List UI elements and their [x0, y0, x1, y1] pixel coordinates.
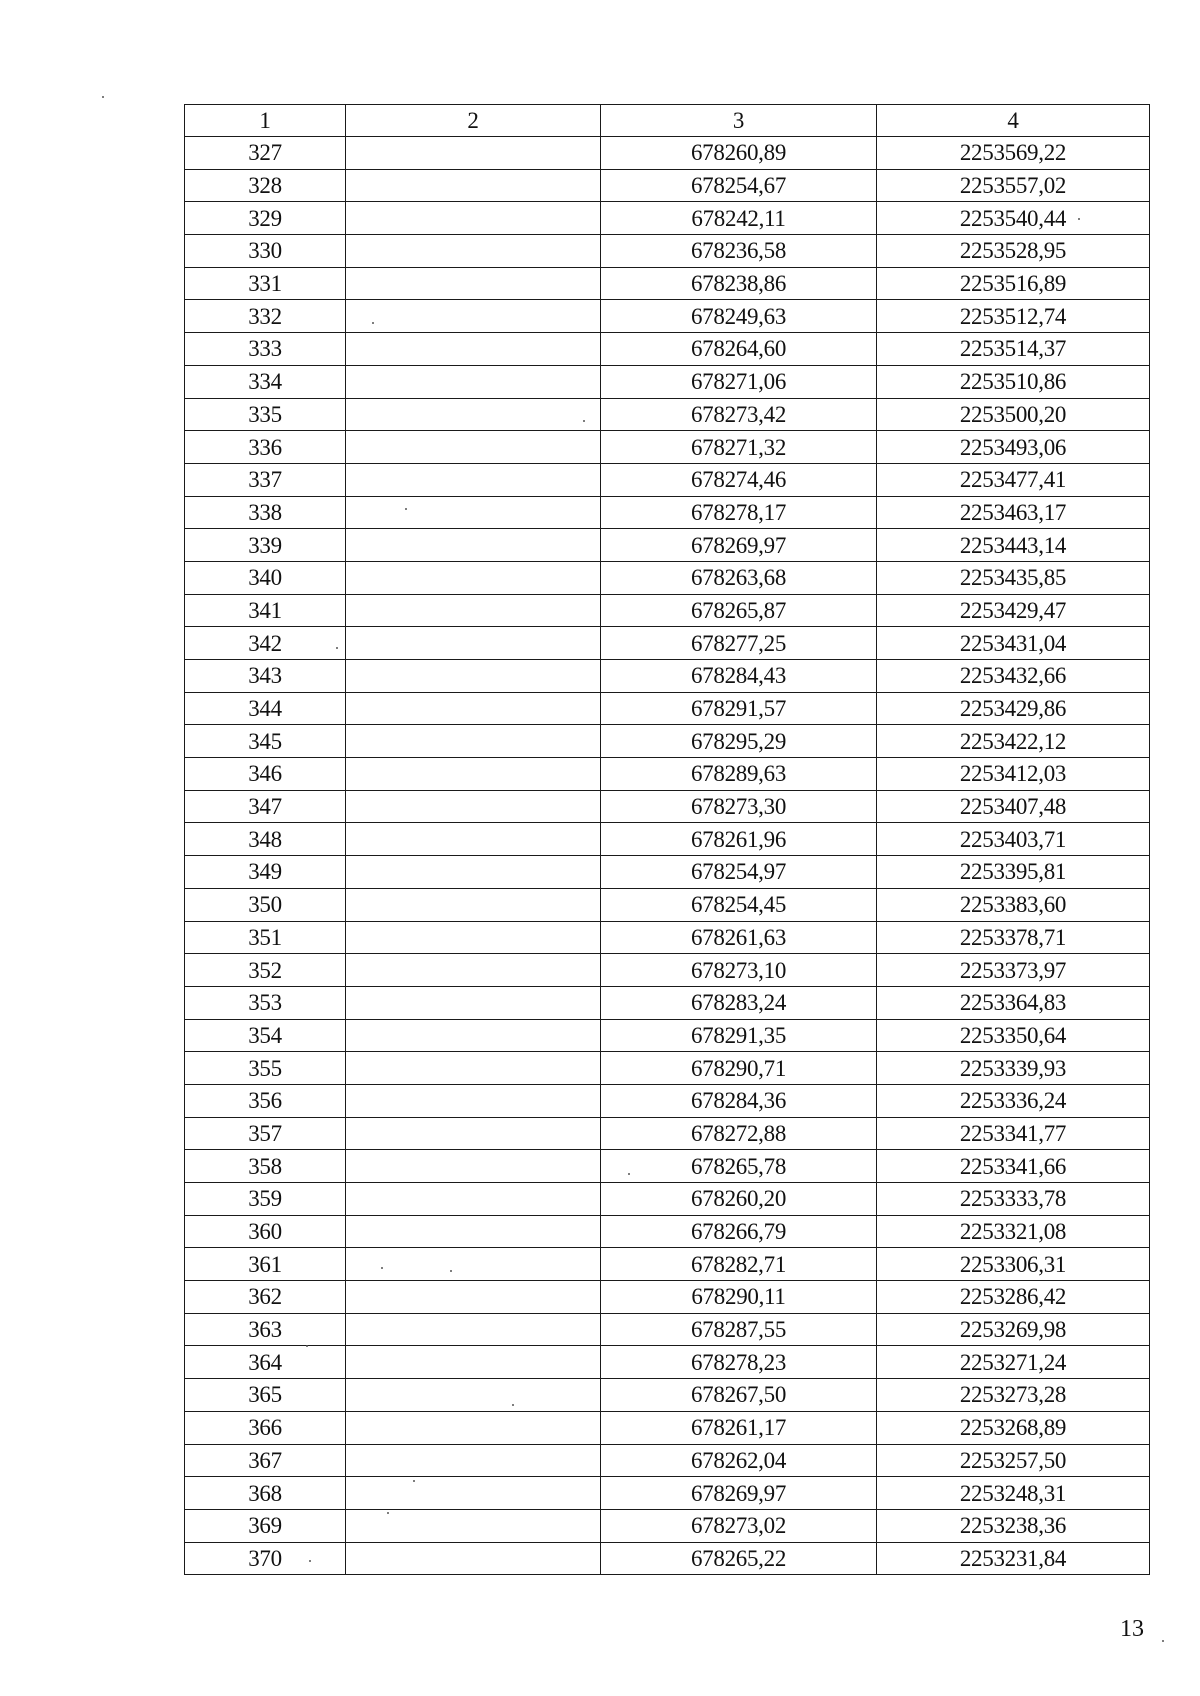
table-cell-col4: 2253569,22	[877, 137, 1150, 170]
table-row	[185, 1509, 1150, 1542]
table-cell-col4: 2253493,06	[877, 431, 1150, 464]
table-cell-col4: 2253435,85	[877, 561, 1150, 594]
table-cell-col1: 344	[185, 692, 346, 725]
table-cell-col1: 343	[185, 660, 346, 693]
table-row	[185, 1313, 1150, 1346]
table-cell-col2	[346, 1444, 601, 1477]
table-cell-col3: 678291,57	[601, 692, 877, 725]
table-cell-col4: 2253514,37	[877, 333, 1150, 366]
table-cell-col2	[346, 986, 601, 1019]
table-cell-col4: 2253373,97	[877, 954, 1150, 987]
table-cell-col4: 2253528,95	[877, 235, 1150, 268]
table-cell-col3: 678291,35	[601, 1019, 877, 1052]
table-row	[185, 463, 1150, 496]
coordinates-table	[184, 104, 1150, 1575]
table-cell-col3: 678269,97	[601, 1477, 877, 1510]
table-cell-col2	[346, 660, 601, 693]
table-cell-col1: 331	[185, 267, 346, 300]
table-cell-col4: 2253463,17	[877, 496, 1150, 529]
table-cell-col1: 328	[185, 169, 346, 202]
table-row	[185, 1542, 1150, 1575]
table-row	[185, 627, 1150, 660]
table-cell-col1: 327	[185, 137, 346, 170]
table-cell-col2	[346, 1019, 601, 1052]
table-cell-col3: 678284,43	[601, 660, 877, 693]
table-cell-col3: 678290,11	[601, 1281, 877, 1314]
table-cell-col4: 2253429,86	[877, 692, 1150, 725]
table-row	[185, 137, 1150, 170]
table-cell-col4: 2253422,12	[877, 725, 1150, 758]
table-cell-col4: 2253364,83	[877, 986, 1150, 1019]
table-row	[185, 790, 1150, 823]
table-cell-col3: 678266,79	[601, 1215, 877, 1248]
table-row	[185, 888, 1150, 921]
table-row	[185, 169, 1150, 202]
table-cell-col1: 361	[185, 1248, 346, 1281]
table-cell-col3: 678254,97	[601, 856, 877, 889]
table-row	[185, 1019, 1150, 1052]
table-row	[185, 202, 1150, 235]
column-header-3: 3	[601, 105, 877, 137]
table-cell-col2	[346, 1150, 601, 1183]
table-header-row	[185, 105, 1150, 137]
table-cell-col1: 360	[185, 1215, 346, 1248]
table-row	[185, 1346, 1150, 1379]
table-cell-col2	[346, 398, 601, 431]
table-cell-col1: 366	[185, 1411, 346, 1444]
table-cell-col2	[346, 431, 601, 464]
table-cell-col4: 2253341,66	[877, 1150, 1150, 1183]
table-cell-col1: 334	[185, 365, 346, 398]
scan-speck	[102, 96, 104, 98]
table-cell-col3: 678283,24	[601, 986, 877, 1019]
table-cell-col2	[346, 758, 601, 791]
table-cell-col2	[346, 692, 601, 725]
column-header-1: 1	[185, 105, 346, 137]
table-cell-col2	[346, 1281, 601, 1314]
table-cell-col3: 678290,71	[601, 1052, 877, 1085]
table-cell-col2	[346, 1183, 601, 1216]
table-cell-col3: 678272,88	[601, 1117, 877, 1150]
table-cell-col4: 2253516,89	[877, 267, 1150, 300]
table-cell-col4: 2253238,36	[877, 1509, 1150, 1542]
table-row	[185, 692, 1150, 725]
table-cell-col4: 2253350,64	[877, 1019, 1150, 1052]
scan-speck	[628, 1173, 630, 1175]
table-row	[185, 561, 1150, 594]
table-row	[185, 398, 1150, 431]
table-cell-col3: 678269,97	[601, 529, 877, 562]
table-cell-col3: 678236,58	[601, 235, 877, 268]
table-cell-col4: 2253431,04	[877, 627, 1150, 660]
table-cell-col1: 336	[185, 431, 346, 464]
table-row	[185, 529, 1150, 562]
table-cell-col4: 2253383,60	[877, 888, 1150, 921]
table-cell-col1: 368	[185, 1477, 346, 1510]
scan-speck	[405, 508, 407, 510]
table-cell-col3: 678273,02	[601, 1509, 877, 1542]
scan-speck	[413, 1480, 415, 1482]
table-cell-col2	[346, 1509, 601, 1542]
table-row	[185, 1411, 1150, 1444]
table-cell-col3: 678249,63	[601, 300, 877, 333]
table-cell-col4: 2253432,66	[877, 660, 1150, 693]
table-row	[185, 267, 1150, 300]
table-body	[185, 137, 1150, 1575]
table-cell-col1: 358	[185, 1150, 346, 1183]
table-cell-col2	[346, 137, 601, 170]
table-cell-col4: 2253321,08	[877, 1215, 1150, 1248]
table-cell-col4: 2253500,20	[877, 398, 1150, 431]
table-cell-col3: 678273,42	[601, 398, 877, 431]
table-cell-col4: 2253306,31	[877, 1248, 1150, 1281]
scan-speck	[306, 1345, 308, 1347]
table-cell-col1: 346	[185, 758, 346, 791]
table-cell-col4: 2253510,86	[877, 365, 1150, 398]
table-cell-col1: 345	[185, 725, 346, 758]
table-cell-col3: 678261,17	[601, 1411, 877, 1444]
table-cell-col1: 329	[185, 202, 346, 235]
table-cell-col3: 678254,67	[601, 169, 877, 202]
scan-speck	[309, 1560, 311, 1562]
table-cell-col4: 2253477,41	[877, 463, 1150, 496]
table-cell-col4: 2253540,44	[877, 202, 1150, 235]
table-cell-col2	[346, 1117, 601, 1150]
table-cell-col3: 678260,20	[601, 1183, 877, 1216]
table-cell-col4: 2253333,78	[877, 1183, 1150, 1216]
table-row	[185, 954, 1150, 987]
table-row	[185, 1248, 1150, 1281]
table-cell-col2	[346, 627, 601, 660]
table-cell-col2	[346, 235, 601, 268]
table-cell-col2	[346, 1346, 601, 1379]
table-cell-col1: 353	[185, 986, 346, 1019]
table-cell-col3: 678287,55	[601, 1313, 877, 1346]
table-cell-col2	[346, 529, 601, 562]
table-row	[185, 333, 1150, 366]
table-row	[185, 496, 1150, 529]
column-header-4: 4	[877, 105, 1150, 137]
table-cell-col1: 367	[185, 1444, 346, 1477]
table-row	[185, 823, 1150, 856]
table-cell-col1: 357	[185, 1117, 346, 1150]
table-cell-col2	[346, 496, 601, 529]
scan-speck	[512, 1404, 514, 1406]
table-row	[185, 1150, 1150, 1183]
table-cell-col4: 2253271,24	[877, 1346, 1150, 1379]
table-cell-col2	[346, 202, 601, 235]
table-cell-col4: 2253257,50	[877, 1444, 1150, 1477]
table-cell-col2	[346, 1215, 601, 1248]
table-row	[185, 758, 1150, 791]
table-cell-col3: 678284,36	[601, 1084, 877, 1117]
table-cell-col1: 333	[185, 333, 346, 366]
table-cell-col2	[346, 1084, 601, 1117]
table-cell-col4: 2253557,02	[877, 169, 1150, 202]
table-cell-col3: 678261,63	[601, 921, 877, 954]
table-cell-col4: 2253512,74	[877, 300, 1150, 333]
table-cell-col4: 2253403,71	[877, 823, 1150, 856]
table-row	[185, 1183, 1150, 1216]
table-cell-col3: 678277,25	[601, 627, 877, 660]
table-cell-col1: 362	[185, 1281, 346, 1314]
table-row	[185, 1477, 1150, 1510]
table-row	[185, 235, 1150, 268]
table-cell-col3: 678295,29	[601, 725, 877, 758]
scan-speck	[1078, 218, 1080, 220]
table-cell-col1: 370	[185, 1542, 346, 1575]
table-row	[185, 300, 1150, 333]
table-cell-col3: 678262,04	[601, 1444, 877, 1477]
table-cell-col1: 369	[185, 1509, 346, 1542]
table-cell-col2	[346, 561, 601, 594]
table-cell-col3: 678271,06	[601, 365, 877, 398]
table-cell-col1: 330	[185, 235, 346, 268]
scan-speck	[372, 322, 374, 324]
table-cell-col3: 678267,50	[601, 1379, 877, 1412]
scan-speck	[381, 1267, 383, 1269]
scan-speck	[583, 420, 585, 422]
table-cell-col1: 339	[185, 529, 346, 562]
table-cell-col2	[346, 888, 601, 921]
table-cell-col2	[346, 1411, 601, 1444]
table-cell-col3: 678273,10	[601, 954, 877, 987]
table-cell-col1: 351	[185, 921, 346, 954]
table-cell-col3: 678260,89	[601, 137, 877, 170]
scan-speck	[1162, 1640, 1164, 1642]
table-row	[185, 660, 1150, 693]
table-cell-col1: 359	[185, 1183, 346, 1216]
table-row	[185, 365, 1150, 398]
table-cell-col4: 2253268,89	[877, 1411, 1150, 1444]
table-cell-col1: 349	[185, 856, 346, 889]
table-cell-col3: 678254,45	[601, 888, 877, 921]
table-cell-col4: 2253412,03	[877, 758, 1150, 791]
table-row	[185, 725, 1150, 758]
table-row	[185, 921, 1150, 954]
table-cell-col1: 340	[185, 561, 346, 594]
table-cell-col2	[346, 594, 601, 627]
table-cell-col2	[346, 1313, 601, 1346]
table-row	[185, 1379, 1150, 1412]
table-cell-col3: 678238,86	[601, 267, 877, 300]
table-cell-col2	[346, 954, 601, 987]
table-cell-col2	[346, 856, 601, 889]
table-cell-col2	[346, 790, 601, 823]
table-cell-col1: 348	[185, 823, 346, 856]
table-cell-col1: 342	[185, 627, 346, 660]
scan-speck	[336, 647, 338, 649]
table-row	[185, 431, 1150, 464]
table-cell-col4: 2253248,31	[877, 1477, 1150, 1510]
table-cell-col4: 2253378,71	[877, 921, 1150, 954]
table-cell-col4: 2253231,84	[877, 1542, 1150, 1575]
table-cell-col2	[346, 1248, 601, 1281]
table-cell-col2	[346, 463, 601, 496]
table-cell-col3: 678265,78	[601, 1150, 877, 1183]
table-cell-col2	[346, 921, 601, 954]
table-cell-col2	[346, 1052, 601, 1085]
table-cell-col1: 364	[185, 1346, 346, 1379]
table-cell-col1: 352	[185, 954, 346, 987]
table-cell-col2	[346, 365, 601, 398]
table-cell-col4: 2253339,93	[877, 1052, 1150, 1085]
table-cell-col4: 2253336,24	[877, 1084, 1150, 1117]
table-cell-col2	[346, 725, 601, 758]
table-cell-col1: 347	[185, 790, 346, 823]
table-cell-col2	[346, 267, 601, 300]
table-cell-col4: 2253429,47	[877, 594, 1150, 627]
column-header-2: 2	[346, 105, 601, 137]
table-cell-col3: 678265,22	[601, 1542, 877, 1575]
table-cell-col2	[346, 823, 601, 856]
table-row	[185, 1215, 1150, 1248]
table-cell-col2	[346, 169, 601, 202]
table-cell-col1: 354	[185, 1019, 346, 1052]
table-cell-col4: 2253407,48	[877, 790, 1150, 823]
table-cell-col3: 678261,96	[601, 823, 877, 856]
table-cell-col3: 678274,46	[601, 463, 877, 496]
table-cell-col4: 2253269,98	[877, 1313, 1150, 1346]
table-cell-col4: 2253286,42	[877, 1281, 1150, 1314]
table-cell-col3: 678273,30	[601, 790, 877, 823]
table-cell-col4: 2253443,14	[877, 529, 1150, 562]
table-cell-col2	[346, 1477, 601, 1510]
table-cell-col3: 678289,63	[601, 758, 877, 791]
table-row	[185, 1052, 1150, 1085]
table-cell-col3: 678278,17	[601, 496, 877, 529]
table-cell-col1: 350	[185, 888, 346, 921]
scan-speck	[450, 1270, 452, 1272]
table-cell-col1: 365	[185, 1379, 346, 1412]
table-cell-col1: 341	[185, 594, 346, 627]
table-cell-col1: 335	[185, 398, 346, 431]
table-cell-col3: 678278,23	[601, 1346, 877, 1379]
table-row	[185, 1444, 1150, 1477]
table-cell-col3: 678264,60	[601, 333, 877, 366]
table-cell-col1: 332	[185, 300, 346, 333]
table-cell-col4: 2253395,81	[877, 856, 1150, 889]
table-cell-col4: 2253341,77	[877, 1117, 1150, 1150]
table-cell-col3: 678265,87	[601, 594, 877, 627]
table-row	[185, 986, 1150, 1019]
table-row	[185, 594, 1150, 627]
table-cell-col2	[346, 1379, 601, 1412]
table-row	[185, 1281, 1150, 1314]
table-row	[185, 856, 1150, 889]
scan-speck	[387, 1512, 389, 1514]
table-cell-col4: 2253273,28	[877, 1379, 1150, 1412]
table-cell-col1: 356	[185, 1084, 346, 1117]
page-number: 13	[1120, 1616, 1144, 1642]
table-row	[185, 1084, 1150, 1117]
table-cell-col3: 678263,68	[601, 561, 877, 594]
table-row	[185, 1117, 1150, 1150]
table-cell-col3: 678271,32	[601, 431, 877, 464]
table-cell-col2	[346, 333, 601, 366]
table-cell-col3: 678242,11	[601, 202, 877, 235]
table-cell-col1: 355	[185, 1052, 346, 1085]
table-cell-col1: 338	[185, 496, 346, 529]
table-cell-col1: 337	[185, 463, 346, 496]
table-cell-col2	[346, 1542, 601, 1575]
table-cell-col1: 363	[185, 1313, 346, 1346]
table-cell-col3: 678282,71	[601, 1248, 877, 1281]
table-cell-col2	[346, 300, 601, 333]
